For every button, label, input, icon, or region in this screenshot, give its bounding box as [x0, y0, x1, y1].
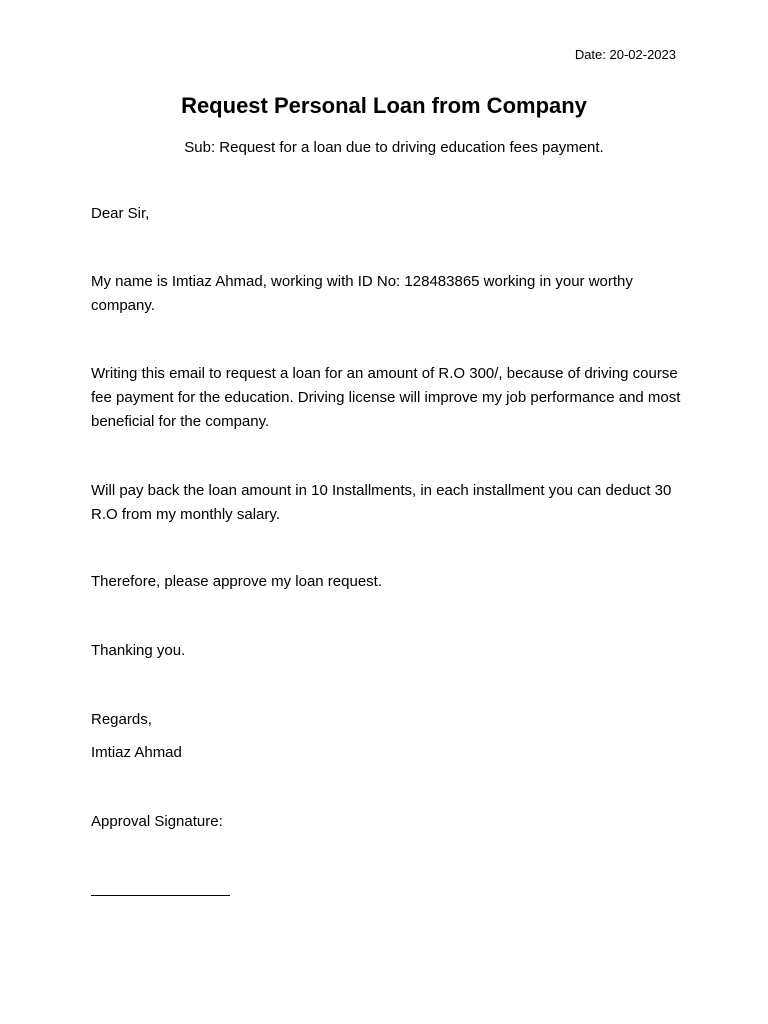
signature-line [91, 879, 230, 896]
approval-signature-label: Approval Signature: [91, 813, 223, 830]
salutation: Dear Sir, [91, 205, 150, 222]
paragraph-loan-request: Writing this email to request a loan for an amount of R.O 300/, because of driving course fee payment for the education. Driving license will improve my job performance and most beneficial for the company. [91, 365, 681, 430]
letter-date: Date: 20-02-2023 [574, 47, 676, 62]
page-title: Request Personal Loan from Company [181, 93, 587, 118]
paragraph-approval-request: Therefore, please approve my loan request. [91, 573, 382, 590]
closing: Regards, [91, 711, 152, 728]
paragraph-introduction: My name is Imtiaz Ahmad, working with ID No: 128483865 working in your worthy company. [91, 273, 633, 314]
paragraph-repayment: Will pay back the loan amount in 10 Installments, in each installment you can deduct 30 R.O from my monthly salary. [91, 482, 672, 523]
letter-subject: Sub: Request for a loan due to driving education fees payment. [184, 139, 604, 156]
sender-name: Imtiaz Ahmad [91, 744, 182, 761]
paragraph-thanks: Thanking you. [91, 642, 186, 659]
